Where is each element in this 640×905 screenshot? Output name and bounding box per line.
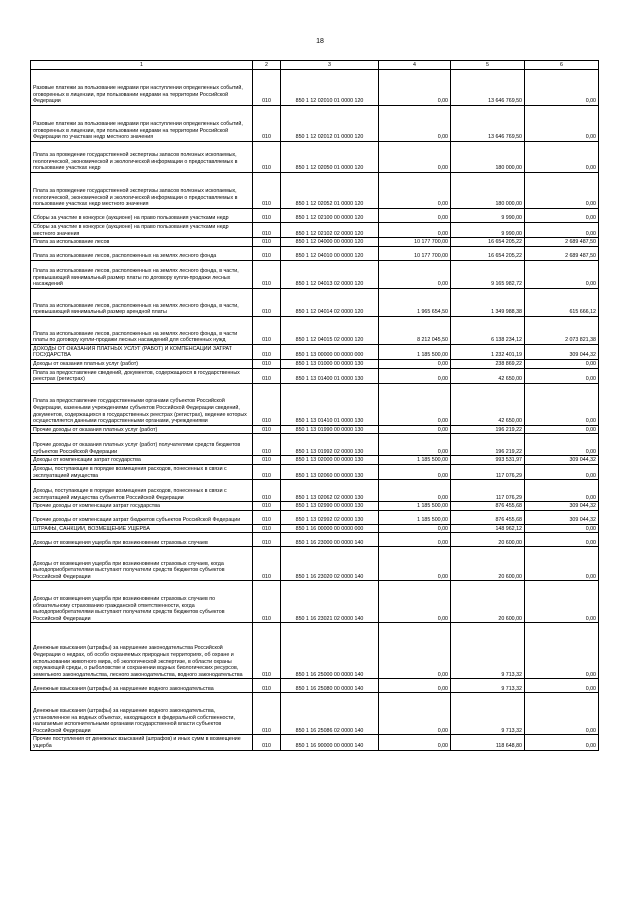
row-unexecuted-cell: 2 689 487,50 xyxy=(525,246,599,260)
row-approved-cell: 0,00 xyxy=(379,533,451,547)
row-executed-cell: 1 349 988,38 xyxy=(451,288,525,316)
row-line-code-cell: 010 xyxy=(253,383,281,425)
row-approved-cell: 8 212 045,50 xyxy=(379,316,451,344)
row-unexecuted-cell: 0,00 xyxy=(525,581,599,623)
row-executed-cell: 20 600,00 xyxy=(451,547,525,581)
row-budget-code-cell: 850 1 13 02000 00 0000 130 xyxy=(281,456,379,465)
row-executed-cell: 16 654 205,22 xyxy=(451,246,525,260)
row-approved-cell: 0,00 xyxy=(379,223,451,238)
row-approved-cell: 0,00 xyxy=(379,679,451,693)
row-executed-cell: 9 713,32 xyxy=(451,693,525,735)
row-unexecuted-cell: 2 689 487,50 xyxy=(525,238,599,247)
row-executed-cell: 117 076,29 xyxy=(451,464,525,479)
row-line-code-cell: 010 xyxy=(253,70,281,106)
row-budget-code-cell: 850 1 12 04014 02 0000 120 xyxy=(281,288,379,316)
table-row xyxy=(31,344,599,359)
row-unexecuted-cell: 0,00 xyxy=(525,434,599,456)
row-budget-code-cell: 850 1 16 00000 00 0000 000 xyxy=(281,524,379,533)
row-executed-cell: 42 650,00 xyxy=(451,383,525,425)
row-executed-cell: 13 646 769,50 xyxy=(451,70,525,106)
row-executed-cell: 42 650,00 xyxy=(451,368,525,383)
row-budget-code-cell: 850 1 12 02100 00 0000 120 xyxy=(281,209,379,223)
table-row xyxy=(31,693,599,735)
row-budget-code-cell: 850 1 13 02060 00 0000 130 xyxy=(281,464,379,479)
row-line-code-cell: 010 xyxy=(253,260,281,288)
row-budget-code-cell: 850 1 16 23020 02 0000 140 xyxy=(281,547,379,581)
row-name-cell: Сборы за участие в конкурсе (аукционе) на право пользования участками недр местного значения xyxy=(31,223,253,238)
row-budget-code-cell: 850 1 16 25080 00 0000 140 xyxy=(281,679,379,693)
row-budget-code-cell: 850 1 16 90000 00 0000 140 xyxy=(281,735,379,750)
row-budget-code-cell: 850 1 13 02990 00 0000 130 xyxy=(281,502,379,511)
row-approved-cell: 0,00 xyxy=(379,142,451,173)
row-line-code-cell: 010 xyxy=(253,173,281,209)
row-budget-code-cell: 850 1 12 04000 00 0000 120 xyxy=(281,238,379,247)
table-row xyxy=(31,502,599,511)
row-executed-cell: 118 648,80 xyxy=(451,735,525,750)
row-unexecuted-cell: 0,00 xyxy=(525,223,599,238)
row-approved-cell: 0,00 xyxy=(379,693,451,735)
row-name-cell: Прочие доходы от оказания платных услуг (работ) получателями средств бюджетов субъектов Российской Федерации xyxy=(31,434,253,456)
table-row xyxy=(31,581,599,623)
row-name-cell: Прочие доходы от компенсации затрат бюджетов субъектов Российской Федерации xyxy=(31,510,253,524)
row-line-code-cell: 010 xyxy=(253,368,281,383)
row-executed-cell: 148 962,12 xyxy=(451,524,525,533)
row-line-code-cell: 010 xyxy=(253,524,281,533)
row-line-code-cell: 010 xyxy=(253,502,281,511)
row-name-cell: Плата за использование лесов, расположенных на землях лесного фонда xyxy=(31,246,253,260)
table-row xyxy=(31,425,599,434)
row-executed-cell: 117 076,29 xyxy=(451,480,525,502)
row-unexecuted-cell: 0,00 xyxy=(525,70,599,106)
row-name-cell: Доходы от возмещения ущерба при возникновении страховых случаев по обязательному страхованию гражданской ответственности, когда выгодоприобретателями выступают получатели средств бюджетов субъектов Российской Федерации xyxy=(31,581,253,623)
row-approved-cell: 1 185 500,00 xyxy=(379,344,451,359)
row-approved-cell: 0,00 xyxy=(379,623,451,679)
row-unexecuted-cell: 0,00 xyxy=(525,735,599,750)
row-approved-cell: 0,00 xyxy=(379,425,451,434)
table-row xyxy=(31,368,599,383)
row-unexecuted-cell: 0,00 xyxy=(525,547,599,581)
row-line-code-cell: 010 xyxy=(253,223,281,238)
row-executed-cell: 196 219,22 xyxy=(451,425,525,434)
row-name-cell: Разовые платежи за пользование недрами при наступлении определенных событий, оговоренных в лицензии, при пользовании недрами на территории Российской Федерации по участкам недр местного значения xyxy=(31,106,253,142)
row-budget-code-cell: 850 1 13 02992 02 0000 130 xyxy=(281,510,379,524)
table-row xyxy=(31,246,599,260)
header-cell: 2 xyxy=(253,61,281,70)
row-name-cell: ШТРАФЫ, САНКЦИИ, ВОЗМЕЩЕНИЕ УЩЕРБА xyxy=(31,524,253,533)
row-unexecuted-cell: 0,00 xyxy=(525,260,599,288)
table-row xyxy=(31,238,599,247)
row-budget-code-cell: 850 1 13 01000 00 0000 130 xyxy=(281,359,379,368)
row-approved-cell: 10 177 700,00 xyxy=(379,238,451,247)
row-approved-cell: 0,00 xyxy=(379,480,451,502)
header-cell: 3 xyxy=(281,61,379,70)
table-row xyxy=(31,260,599,288)
row-unexecuted-cell: 0,00 xyxy=(525,383,599,425)
row-budget-code-cell: 850 1 16 25086 02 0000 140 xyxy=(281,693,379,735)
row-approved-cell: 0,00 xyxy=(379,547,451,581)
row-unexecuted-cell: 2 073 821,38 xyxy=(525,316,599,344)
table-row xyxy=(31,464,599,479)
row-approved-cell: 0,00 xyxy=(379,383,451,425)
row-line-code-cell: 010 xyxy=(253,434,281,456)
header-cell: 4 xyxy=(379,61,451,70)
row-line-code-cell: 010 xyxy=(253,209,281,223)
row-line-code-cell: 010 xyxy=(253,464,281,479)
row-line-code-cell: 010 xyxy=(253,359,281,368)
row-budget-code-cell: 850 1 12 02010 01 0000 120 xyxy=(281,70,379,106)
row-unexecuted-cell: 0,00 xyxy=(525,209,599,223)
row-name-cell: Плата за использование лесов, расположенных на землях лесного фонда, в части, превышающей минимальный размер арендной платы xyxy=(31,288,253,316)
row-approved-cell: 0,00 xyxy=(379,524,451,533)
column-number-header xyxy=(31,61,599,70)
table-row xyxy=(31,223,599,238)
row-line-code-cell: 010 xyxy=(253,510,281,524)
row-approved-cell: 0,00 xyxy=(379,581,451,623)
row-name-cell: Плата за проведение государственной экспертизы запасов полезных ископаемых, геологической, экономической и экологической информации о предоставляемых в пользование участках недр xyxy=(31,142,253,173)
row-executed-cell: 13 646 769,50 xyxy=(451,106,525,142)
table-row xyxy=(31,209,599,223)
row-name-cell: Плата за использование лесов xyxy=(31,238,253,247)
row-approved-cell: 0,00 xyxy=(379,434,451,456)
row-name-cell: Доходы от возмещения ущерба при возникновении страховых случаев, когда выгодоприобретателями выступают получатели средств бюджетов субъектов Российской Федерации xyxy=(31,547,253,581)
row-approved-cell: 1 185 500,00 xyxy=(379,510,451,524)
row-unexecuted-cell: 0,00 xyxy=(525,425,599,434)
row-name-cell: Прочие доходы от оказания платных услуг (работ) xyxy=(31,425,253,434)
table-row xyxy=(31,480,599,502)
row-unexecuted-cell: 0,00 xyxy=(525,693,599,735)
row-name-cell: Плата за использование лесов, расположенных на землях лесного фонда, в части, превышающей минимальный размер платы по договору купли-продажи лесных насаждений xyxy=(31,260,253,288)
row-approved-cell: 0,00 xyxy=(379,359,451,368)
row-line-code-cell: 010 xyxy=(253,480,281,502)
row-line-code-cell: 010 xyxy=(253,288,281,316)
table-row xyxy=(31,456,599,465)
row-unexecuted-cell: 0,00 xyxy=(525,679,599,693)
table-row xyxy=(31,173,599,209)
table-row xyxy=(31,70,599,106)
row-budget-code-cell: 850 1 13 01990 00 0000 130 xyxy=(281,425,379,434)
row-unexecuted-cell: 0,00 xyxy=(525,173,599,209)
row-name-cell: Плата за проведение государственной экспертизы запасов полезных ископаемых, геологической, экономической и экологической информации о предоставляемых в пользование участках недр местного значения xyxy=(31,173,253,209)
row-budget-code-cell: 850 1 13 01410 01 0000 130 xyxy=(281,383,379,425)
row-budget-code-cell: 850 1 12 02012 01 0000 120 xyxy=(281,106,379,142)
row-approved-cell: 0,00 xyxy=(379,209,451,223)
row-unexecuted-cell: 0,00 xyxy=(525,480,599,502)
row-line-code-cell: 010 xyxy=(253,238,281,247)
row-executed-cell: 20 600,00 xyxy=(451,533,525,547)
row-unexecuted-cell: 0,00 xyxy=(525,623,599,679)
row-budget-code-cell: 850 1 12 04013 02 0000 120 xyxy=(281,260,379,288)
header-cell: 1 xyxy=(31,61,253,70)
table-row xyxy=(31,106,599,142)
table-row xyxy=(31,142,599,173)
header-cell: 5 xyxy=(451,61,525,70)
header-cell: 6 xyxy=(525,61,599,70)
row-name-cell: Плата за предоставление сведений, документов, содержащихся в государственных реестрах (регистрах) xyxy=(31,368,253,383)
table-row xyxy=(31,288,599,316)
row-executed-cell: 20 600,00 xyxy=(451,581,525,623)
row-unexecuted-cell: 309 044,32 xyxy=(525,510,599,524)
row-name-cell: ДОХОДЫ ОТ ОКАЗАНИЯ ПЛАТНЫХ УСЛУГ (РАБОТ) И КОМПЕНСАЦИИ ЗАТРАТ ГОСУДАРСТВА xyxy=(31,344,253,359)
table-row xyxy=(31,359,599,368)
row-budget-code-cell: 850 1 12 04010 00 0000 120 xyxy=(281,246,379,260)
row-line-code-cell: 010 xyxy=(253,693,281,735)
table-row xyxy=(31,679,599,693)
row-line-code-cell: 010 xyxy=(253,316,281,344)
row-name-cell: Прочие доходы от компенсации затрат государства xyxy=(31,502,253,511)
row-executed-cell: 9 713,32 xyxy=(451,623,525,679)
row-line-code-cell: 010 xyxy=(253,533,281,547)
row-name-cell: Прочие поступления от денежных взысканий (штрафов) и иных сумм в возмещение ущерба xyxy=(31,735,253,750)
row-executed-cell: 180 000,00 xyxy=(451,173,525,209)
row-executed-cell: 180 000,00 xyxy=(451,142,525,173)
row-line-code-cell: 010 xyxy=(253,106,281,142)
row-executed-cell: 1 232 401,19 xyxy=(451,344,525,359)
row-approved-cell: 0,00 xyxy=(379,70,451,106)
row-line-code-cell: 010 xyxy=(253,246,281,260)
row-executed-cell: 16 654 205,22 xyxy=(451,238,525,247)
row-budget-code-cell: 850 1 13 00000 00 0000 000 xyxy=(281,344,379,359)
table-row xyxy=(31,383,599,425)
row-name-cell: Сборы за участие в конкурсе (аукционе) на право пользования участками недр xyxy=(31,209,253,223)
row-approved-cell: 1 185 500,00 xyxy=(379,456,451,465)
row-line-code-cell: 010 xyxy=(253,679,281,693)
row-unexecuted-cell: 0,00 xyxy=(525,142,599,173)
row-executed-cell: 9 165 982,72 xyxy=(451,260,525,288)
row-unexecuted-cell: 0,00 xyxy=(525,464,599,479)
row-name-cell: Денежные взыскания (штрафы) за нарушение законодательства Российской Федерации о недрах, об особо охраняемых природных территориях, об охране и использовании животного мира, об экологической экспертизе, в области охраны окружающей среды, о рыболовстве и сохранении водных биологических ресурсов, земельного законодательства, лесного законодательства, водного законодательства xyxy=(31,623,253,679)
table-row xyxy=(31,316,599,344)
row-line-code-cell: 010 xyxy=(253,735,281,750)
row-executed-cell: 9 990,00 xyxy=(451,209,525,223)
row-line-code-cell: 010 xyxy=(253,547,281,581)
row-line-code-cell: 010 xyxy=(253,581,281,623)
row-unexecuted-cell: 0,00 xyxy=(525,359,599,368)
table-row xyxy=(31,524,599,533)
row-approved-cell: 0,00 xyxy=(379,260,451,288)
row-executed-cell: 196 219,22 xyxy=(451,434,525,456)
row-approved-cell: 0,00 xyxy=(379,368,451,383)
row-unexecuted-cell: 0,00 xyxy=(525,106,599,142)
row-executed-cell: 876 455,68 xyxy=(451,510,525,524)
row-executed-cell: 9 713,32 xyxy=(451,679,525,693)
table-row xyxy=(31,623,599,679)
row-name-cell: Денежные взыскания (штрафы) за нарушение водного законодательства xyxy=(31,679,253,693)
row-name-cell: Доходы от компенсации затрат государства xyxy=(31,456,253,465)
row-executed-cell: 6 138 234,12 xyxy=(451,316,525,344)
revenue-table xyxy=(30,60,599,751)
row-budget-code-cell: 850 1 16 23021 02 0000 140 xyxy=(281,581,379,623)
table-row xyxy=(31,434,599,456)
table-row xyxy=(31,547,599,581)
row-budget-code-cell: 850 1 12 02052 01 0000 120 xyxy=(281,173,379,209)
row-executed-cell: 876 455,68 xyxy=(451,502,525,511)
row-line-code-cell: 010 xyxy=(253,344,281,359)
row-executed-cell: 238 869,22 xyxy=(451,359,525,368)
row-approved-cell: 0,00 xyxy=(379,464,451,479)
row-unexecuted-cell: 309 044,32 xyxy=(525,502,599,511)
row-approved-cell: 1 185 500,00 xyxy=(379,502,451,511)
row-budget-code-cell: 850 1 12 04015 02 0000 120 xyxy=(281,316,379,344)
row-budget-code-cell: 850 1 12 02050 01 0000 120 xyxy=(281,142,379,173)
row-budget-code-cell: 850 1 13 02062 02 0000 130 xyxy=(281,480,379,502)
row-budget-code-cell: 850 1 12 02102 02 0000 120 xyxy=(281,223,379,238)
row-line-code-cell: 010 xyxy=(253,425,281,434)
row-line-code-cell: 010 xyxy=(253,142,281,173)
row-line-code-cell: 010 xyxy=(253,623,281,679)
table-row xyxy=(31,735,599,750)
row-name-cell: Доходы от оказания платных услуг (работ) xyxy=(31,359,253,368)
row-name-cell: Доходы от возмещения ущерба при возникновении страховых случаев xyxy=(31,533,253,547)
row-budget-code-cell: 850 1 13 01400 01 0000 130 xyxy=(281,368,379,383)
row-name-cell: Плата за использование лесов, расположенных на землях лесного фонда, в части платы по договору купли-продажи лесных насаждений для собственных нужд xyxy=(31,316,253,344)
row-name-cell: Доходы, поступающие в порядке возмещения расходов, понесенных в связи с эксплуатацией имущества субъектов Российской Федерации xyxy=(31,480,253,502)
row-approved-cell: 0,00 xyxy=(379,735,451,750)
table-row xyxy=(31,510,599,524)
row-unexecuted-cell: 309 044,32 xyxy=(525,456,599,465)
row-unexecuted-cell: 0,00 xyxy=(525,533,599,547)
row-approved-cell: 0,00 xyxy=(379,106,451,142)
row-approved-cell: 10 177 700,00 xyxy=(379,246,451,260)
row-budget-code-cell: 850 1 13 01992 02 0000 130 xyxy=(281,434,379,456)
row-budget-code-cell: 850 1 16 23000 00 0000 140 xyxy=(281,533,379,547)
row-unexecuted-cell: 0,00 xyxy=(525,368,599,383)
row-executed-cell: 9 990,00 xyxy=(451,223,525,238)
page-number: 18 xyxy=(316,38,324,45)
row-unexecuted-cell: 0,00 xyxy=(525,524,599,533)
row-executed-cell: 993 531,97 xyxy=(451,456,525,465)
row-budget-code-cell: 850 1 16 25000 00 0000 140 xyxy=(281,623,379,679)
row-approved-cell: 0,00 xyxy=(379,173,451,209)
row-name-cell: Доходы, поступающие в порядке возмещения расходов, понесенных в связи с эксплуатацией имущества xyxy=(31,464,253,479)
row-name-cell: Денежные взыскания (штрафы) за нарушение водного законодательства, установленное на водных объектах, находящихся в федеральной собственности, налагаемые исполнительными органами государственной власти субъектов Российской Федерации xyxy=(31,693,253,735)
row-name-cell: Плата за предоставление государственными органами субъектов Российской Федерации, казенными учреждениями субъектов Российской Федерации сведений, документов, содержащихся в государственных реестрах (регистрах), ведение которых осуществляется данными государственными органами, учреждениями xyxy=(31,383,253,425)
row-line-code-cell: 010 xyxy=(253,456,281,465)
row-name-cell: Разовые платежи за пользование недрами при наступлении определенных событий, оговоренных в лицензии, при пользовании недрами на территории Российской Федерации xyxy=(31,70,253,106)
row-unexecuted-cell: 309 044,32 xyxy=(525,344,599,359)
row-unexecuted-cell: 615 666,12 xyxy=(525,288,599,316)
row-approved-cell: 1 965 654,50 xyxy=(379,288,451,316)
table-row xyxy=(31,533,599,547)
